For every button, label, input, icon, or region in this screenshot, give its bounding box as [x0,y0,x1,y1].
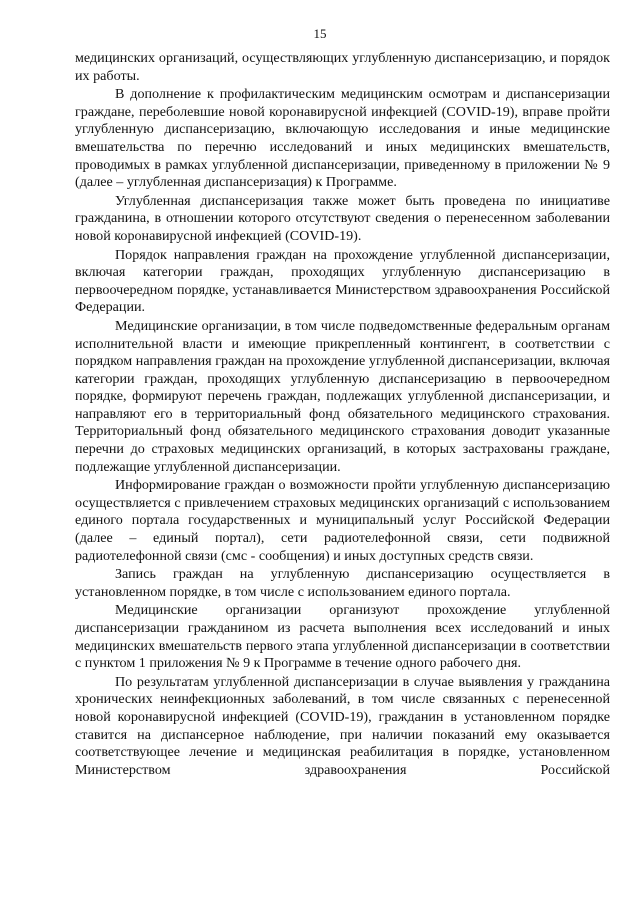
paragraph: Порядок направления граждан на прохождение углубленной диспансеризации, включая категории граждан, проходящих углубленную диспансеризацию в первоочередном порядке, устанавливается Министерством здравоохранения Российской Федерации. [75,246,610,316]
paragraph: Запись граждан на углубленную диспансеризацию осуществляется в установленном порядке, в том числе с использованием единого портала. [75,566,610,600]
page-number: 15 [313,26,327,41]
paragraph: Медицинские организации организуют прохождение углубленной диспансеризации гражданином из расчета выполнения всех исследований и иных медицинских вмешательств первого этапа углубленной диспансеризации в соответствии с пунктом 1 приложения № 9 к Программе в течение одного рабочего дня. [75,602,610,672]
paragraph: Медицинские организации, в том числе подведомственные федеральным органам исполнительной власти и имеющие прикрепленный контингент, в соответствии с порядком направления граждан на прохождение углубленной диспансеризации, включая категории граждан, проходящих углубленную диспансеризацию в первоочередном порядке, формируют перечень граждан, подлежащих углубленной диспансеризации, и направляют его в территориальный фонд обязательного медицинского страхования. Территориальный фонд обязательного медицинского страхования доводит указанные перечни до страховых медицинских организаций, в которых застрахованы граждане, подлежащие углубленной диспансеризации. [75,317,610,475]
paragraph: Информирование граждан о возможности пройти углубленную диспансеризацию осуществляется с привлечением страховых медицинских организаций с использованием единого портала государственных и муниципальный услуг Российской Федерации (далее – единый портал), сети радиотелефонной связи, сети подвижной радиотелефонной связи (смс - сообщения) и иных доступных средств связи. [75,477,610,564]
paragraph: Углубленная диспансеризация также может быть проведена по инициативе гражданина, в отношении которого отсутствуют сведения о перенесенном заболевании новой коронавирусной инфекцией (COVID-19). [75,192,610,244]
paragraph: По результатам углубленной диспансеризации в случае выявления у гражданина хронических неинфекционных заболеваний, в том числе связанных с перенесенной новой коронавирусной инфекцией (COVID-19), гражданин в установленном порядке ставится на диспансерное наблюдение, при наличии показаний ему оказывается соответствующее лечение и медицинская реабилитация в порядке, установленном Министерством здравоохранения Российской [75,673,610,778]
document-body [75,50,610,779]
paragraph: В дополнение к профилактическим медицинским осмотрам и диспансеризации граждане, переболевшие новой коронавирусной инфекцией (COVID-19), вправе пройти углубленную диспансеризацию, включающую исследования и иные медицинские вмешательства по перечню исследований и иных медицинских вмешательств, проводимых в рамках углубленной диспансеризации, приведенному в приложении № 9 (далее – углубленная диспансеризация) к Программе. [75,86,610,191]
paragraph-continuation: медицинских организаций, осуществляющих углубленную диспансеризацию, и порядок их работы. [75,50,610,84]
